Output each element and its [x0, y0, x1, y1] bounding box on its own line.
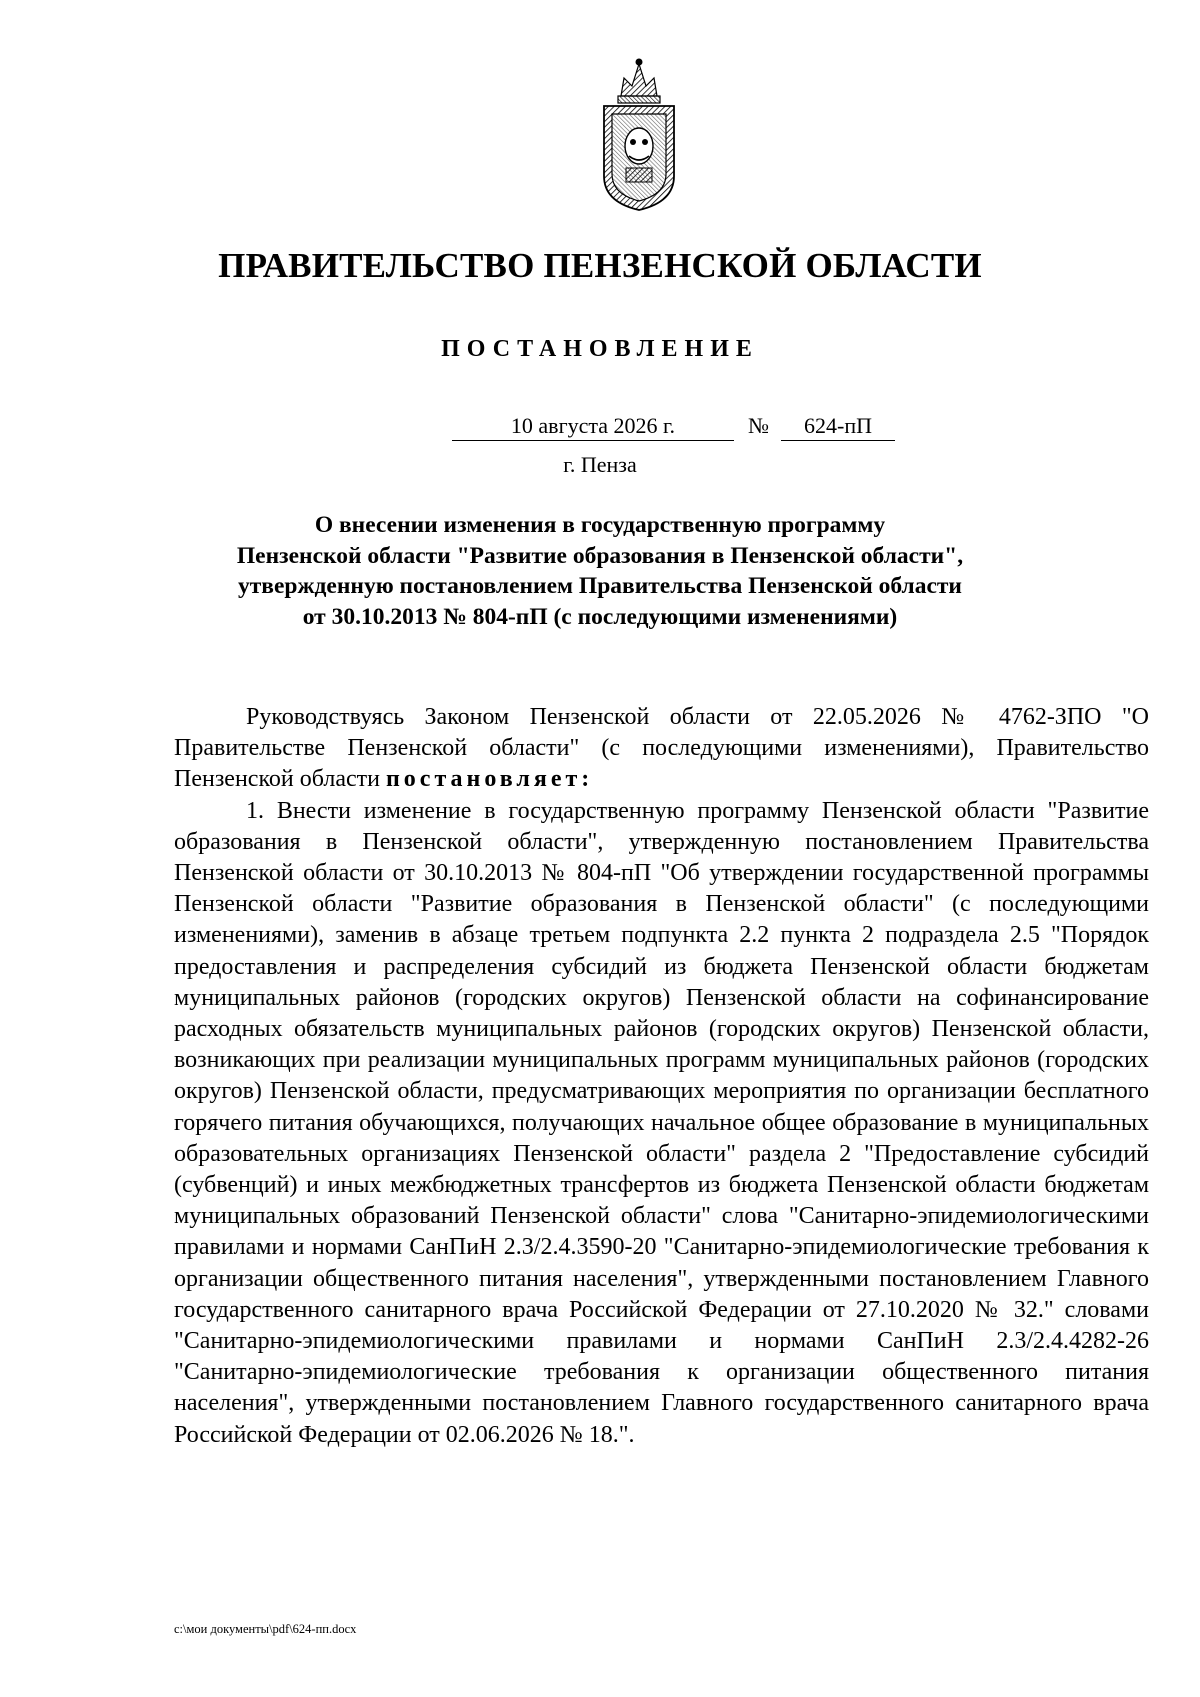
date-number-line	[0, 412, 1200, 446]
preamble-paragraph	[174, 702, 1149, 796]
document-body	[174, 702, 1149, 1451]
document-type-heading: ПОСТАНОВЛЕНИЕ	[441, 336, 759, 362]
preamble-text: Руководствуясь Законом Пензенской области от 22.05.2026 № 4762-ЗПО "О Правительстве Пензенской области" (с последующими изменениями), Правительство Пензенской области	[174, 704, 1149, 793]
document-date: 10 августа 2026 г.	[452, 412, 734, 441]
file-path-footer: c:\мои документы\pdf\624-пп.docx	[174, 1622, 357, 1636]
item-1-paragraph: 1. Внести изменение в государственную программу Пензенской области "Развитие образования в Пензенской области", утвержденную постановлением Правительства Пензенской области от 30.10.2013 № 804-пП "Об утверждении государственной программы Пензенской области "Развитие образования в Пензенской области" (с последующими изменениями), заменив в абзаце третьем подпункта 2.2 пункта 2 подраздела 2.5 "Порядок предоставления и распределения субсидий из бюджета Пензенской области бюджетам муниципальных районов (городских округов) Пензенской области на софинансирование расходных обязательств муниципальных районов (городских округов) Пензенской области, возникающих при реализации муниципальных программ муниципальных районов (городских округов) Пензенской области, предусматривающих мероприятия по организации бесплатного горячего питания обучающихся, получающих начальное общее образование в муниципальных образовательных организациях Пензенской области" раздела 2 "Предоставление субсидий (субвенций) и иных межбюджетных трансфертов из бюджета Пензенской области бюджетам муниципальных образований Пензенской области" слова "Санитарно-эпидемиологическими правилами и нормами СанПиН 2.3/2.4.3590-20 "Санитарно-эпидемиологические требования к организации общественного питания населения", утвержденными постановлением Главного государственного санитарного врача Российской Федерации от 27.10.2020 № 32." словами "Санитарно-эпидемиологическими правилами и нормами СанПиН 2.3/2.4.4282-26 "Санитарно-эпидемиологические требования к организации общественного питания населения", утвержденными постановлением Главного государственного санитарного врача Российской Федерации от 02.06.2026 № 18.".	[174, 797, 1149, 1448]
coat-of-arms-emblem-icon	[596, 56, 682, 212]
number-sign: №	[748, 413, 769, 438]
subject-line: Пензенской области "Развитие образования в Пензенской области",	[236, 542, 964, 569]
subject-line: от 30.10.2013 № 804-пП (с последующими изменениями)	[302, 603, 898, 630]
subject-line: утвержденную постановлением Правительства Пензенской области	[238, 573, 962, 599]
resolves-word: постановляет:	[385, 766, 594, 793]
subject-line: О внесении изменения в государственную программу	[314, 512, 886, 538]
document-subject	[150, 510, 1050, 632]
city-name: г. Пенза	[563, 452, 637, 477]
government-title: ПРАВИТЕЛЬСТВО ПЕНЗЕНСКОЙ ОБЛАСТИ	[218, 246, 982, 285]
document-number: 624-пП	[781, 412, 895, 441]
